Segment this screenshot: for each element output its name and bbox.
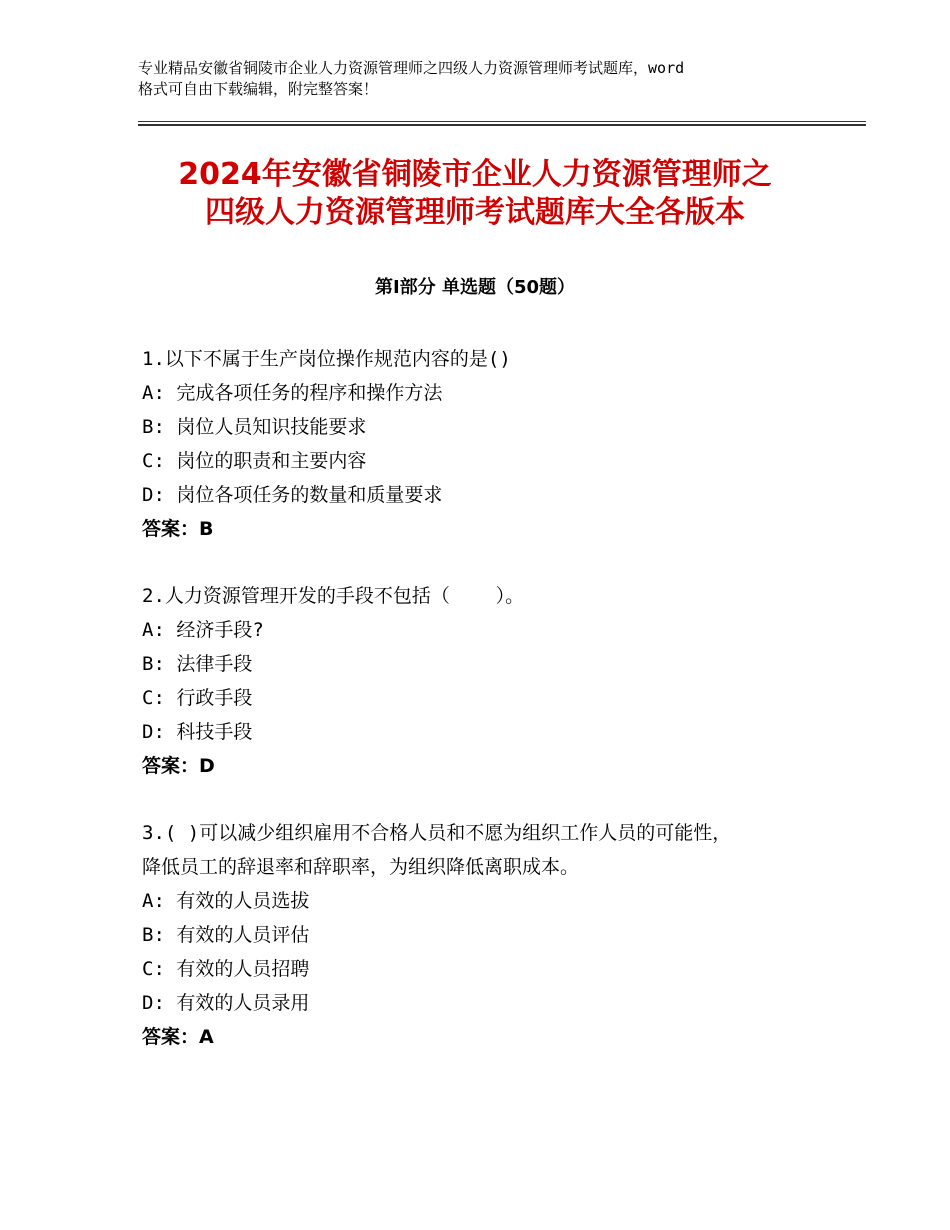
option-c: C: 有效的人员招聘 [142, 958, 310, 980]
question-stem: 3.( )可以减少组织雇用不合格人员和不愿为组织工作人员的可能性， [142, 822, 732, 844]
question-stem: 1.以下不属于生产岗位操作规范内容的是() [142, 348, 511, 370]
option-c: C: 岗位的职责和主要内容 [142, 450, 367, 472]
option-a: A: 经济手段? [142, 619, 264, 641]
page-title-line: 2024年安徽省铜陵市企业人力资源管理师之 [178, 157, 772, 192]
option-c: C: 行政手段 [142, 687, 253, 709]
question-item [142, 816, 862, 1054]
answer-label: 答案：B [142, 518, 214, 540]
header-divider [138, 121, 866, 122]
option-d: D: 有效的人员录用 [142, 992, 310, 1014]
header-note-line: 专业精品安徽省铜陵市企业人力资源管理师之四级人力资源管理师考试题库，word [138, 59, 685, 77]
option-d: D: 科技手段 [142, 721, 253, 743]
option-b: B: 法律手段 [142, 653, 253, 675]
answer-label: 答案：A [142, 1026, 214, 1048]
header-note [138, 58, 828, 100]
question-stem: 2.人力资源管理开发的手段不包括（ ）。 [142, 585, 525, 607]
option-a: A: 完成各项任务的程序和操作方法 [142, 382, 443, 404]
option-b: B: 岗位人员知识技能要求 [142, 416, 367, 438]
section-heading: 第Ⅰ部分 单选题（50题） [374, 277, 575, 298]
option-b: B: 有效的人员评估 [142, 924, 310, 946]
page-title [60, 156, 890, 232]
question-item [142, 342, 862, 546]
question-list [142, 342, 862, 1087]
header-divider [138, 124, 866, 126]
page-title-line: 四级人力资源管理师考试题库大全各版本 [205, 195, 745, 230]
header-note-line: 格式可自由下载编辑，附完整答案！ [138, 80, 379, 98]
option-a: A: 有效的人员选拔 [142, 890, 310, 912]
question-stem: 降低员工的辞退率和辞职率，为组织降低离职成本。 [142, 856, 580, 878]
answer-label: 答案：D [142, 755, 215, 777]
option-d: D: 岗位各项任务的数量和质量要求 [142, 484, 443, 506]
question-item [142, 579, 862, 783]
